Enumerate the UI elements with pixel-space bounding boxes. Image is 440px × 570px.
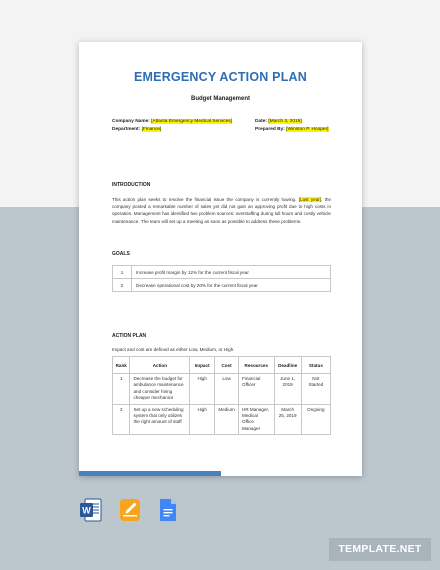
company-value: [Atlanta Emergency Medical Services]: [151, 119, 232, 124]
cost-cell: Low: [215, 374, 239, 405]
google-docs-icon[interactable]: [157, 498, 179, 522]
prepared-value: [Winston P. Hooper]: [286, 127, 329, 132]
action-plan-table: [112, 356, 331, 435]
table-header-row: [113, 357, 331, 374]
table-row: [113, 374, 331, 405]
impact-cell: High: [190, 374, 215, 405]
table-row: [113, 404, 331, 435]
rank-cell: 2: [113, 404, 130, 435]
action-plan-heading: ACTION PLAN: [112, 333, 147, 339]
column-header: Resources: [239, 357, 275, 374]
column-header: Impact: [190, 357, 215, 374]
deadline-cell: June 1, 2019: [274, 374, 301, 405]
column-header: Deadline: [274, 357, 301, 374]
action-plan-intro: Impact and cost are defined as either Low, Medium, or High.: [112, 347, 235, 352]
goal-number: 1: [113, 266, 132, 279]
word-icon[interactable]: [80, 498, 102, 522]
document-subtitle: Budget Management: [190, 96, 250, 102]
table-row: [113, 266, 331, 279]
prepared-label: Prepared By:: [255, 127, 285, 132]
date-line: [255, 119, 302, 124]
status-cell: Not Started: [301, 374, 330, 405]
last-year-highlight: [Last year]: [298, 197, 322, 202]
goal-text: Decrease operational cost by 20% for the current fiscal year: [132, 279, 331, 292]
goal-number: 2: [113, 279, 132, 292]
document-title: EMERGENCY ACTION PLAN: [134, 70, 307, 84]
introduction-heading: INTRODUCTION: [112, 182, 151, 188]
company-line: [112, 119, 232, 124]
date-label: Date:: [255, 119, 267, 124]
goal-text: Increase profit margin by 12% for the current fiscal year: [132, 266, 331, 279]
prepared-by-line: [255, 127, 329, 132]
table-row: [113, 279, 331, 292]
action-cell: Set up a new scheduling system that only utilizes the right amount of staff: [130, 404, 190, 435]
company-label: Company Name:: [112, 119, 150, 124]
introduction-text: This action plan seeks to resolve the financial issue the company is currently having. [Last year], the company posted a remarkable number of sales yet did not gain an approving profit due to high costs in operation. Management has identified two problem sources: overstaffing during lull hours and costly vehicle maintenance. The team will set up a meeting as soon as possible to address these problems.: [112, 197, 331, 224]
department-line: [112, 127, 161, 132]
resources-cell: Financial Officer: [239, 374, 275, 405]
column-header: Rank: [113, 357, 130, 374]
column-header: Action: [130, 357, 190, 374]
resources-cell: HR Manager, Medical Office Manager: [239, 404, 275, 435]
goals-table: [112, 265, 331, 292]
svg-text:W: W: [82, 505, 91, 516]
column-header: Status: [301, 357, 330, 374]
cost-cell: Medium: [215, 404, 239, 435]
accent-bar: [79, 471, 221, 476]
template-net-badge[interactable]: TEMPLATE.NET: [329, 538, 431, 561]
action-cell: Decrease the budget for ambulance maintenance and consider hiring cheaper mechanics: [130, 374, 190, 405]
date-value: [March 3, 2019]: [268, 119, 302, 124]
department-value: [Finance]: [141, 127, 162, 132]
pages-icon[interactable]: [119, 498, 141, 522]
deadline-cell: March 25, 2019: [274, 404, 301, 435]
status-cell: Ongoing: [301, 404, 330, 435]
department-label: Department:: [112, 127, 141, 132]
goals-heading: GOALS: [112, 251, 130, 257]
document-page: [79, 42, 362, 476]
column-header: Cost: [215, 357, 239, 374]
rank-cell: 1: [113, 374, 130, 405]
impact-cell: High: [190, 404, 215, 435]
